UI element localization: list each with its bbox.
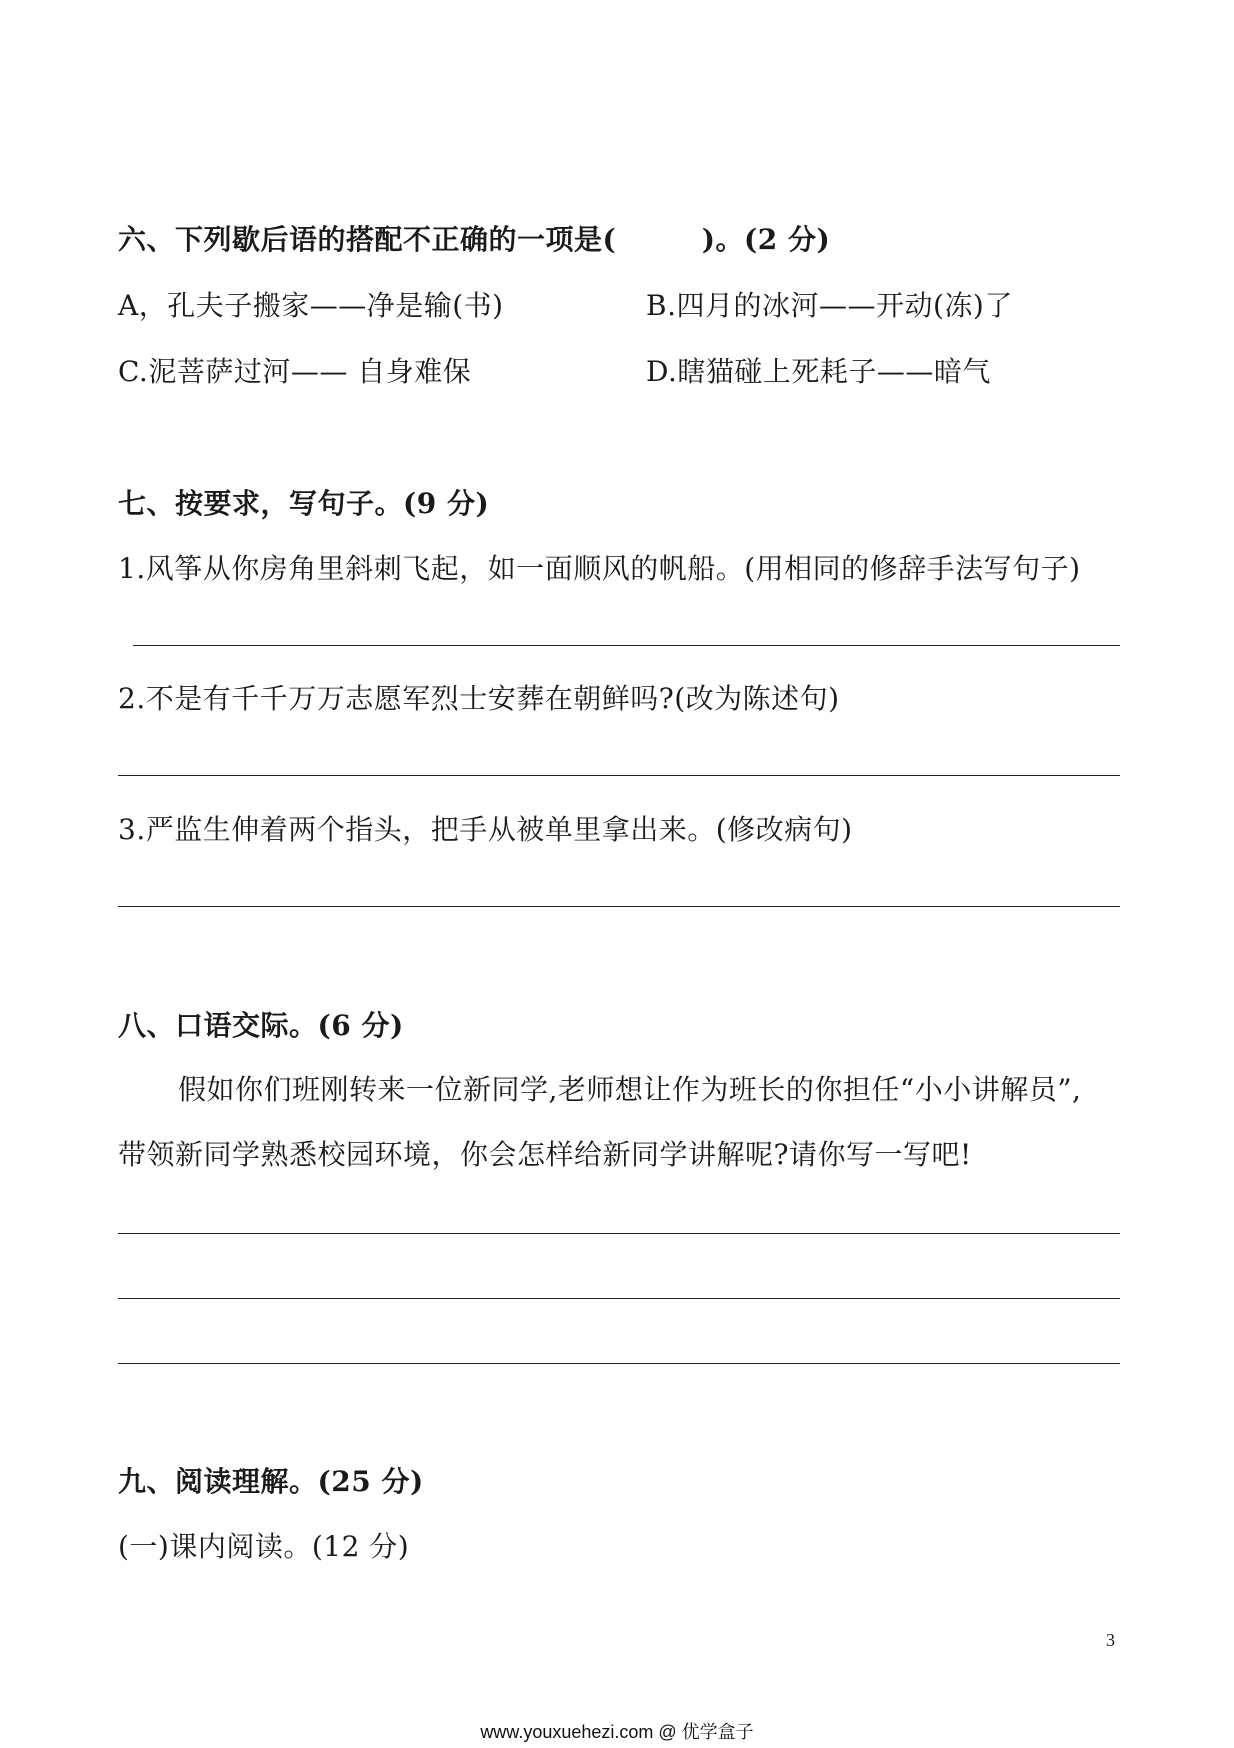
- q7-item-3: 3.严监生伸着两个指头，把手从被单里拿出来。(修改病句): [118, 813, 853, 846]
- q9-title: 九、阅读理解。(25 分): [118, 1465, 424, 1498]
- q9-sub-1: (一)课内阅读。(12 分): [118, 1530, 410, 1563]
- q6-title: 六、下列歇后语的搭配不正确的一项是( )。(2 分): [118, 223, 831, 256]
- page-number: 3: [1106, 1630, 1115, 1650]
- q7-answer-line-2: [118, 775, 1120, 776]
- q8-answer-line-2: [118, 1298, 1120, 1299]
- q6-option-b: B.四月的冰河——开动(冻)了: [646, 289, 1013, 322]
- q8-answer-line-1: [118, 1233, 1120, 1234]
- q6-option-a: A，孔夫子搬家——净是输(书): [118, 289, 504, 322]
- q8-paragraph-line-2: 带领新同学熟悉校园环境，你会怎样给新同学讲解呢?请你写一写吧!: [118, 1138, 972, 1171]
- q8-paragraph-line-1: 假如你们班刚转来一位新同学,老师想让作为班长的你担任“小小讲解员”,: [178, 1073, 1082, 1106]
- q8-title: 八、口语交际。(6 分): [118, 1009, 404, 1042]
- q7-answer-line-1: [133, 645, 1120, 646]
- q6-option-c: C.泥菩萨过河—— 自身难保: [118, 355, 472, 388]
- q7-title: 七、按要求，写句子。(9 分): [118, 487, 490, 520]
- q6-option-d: D.瞎猫碰上死耗子——暗气: [646, 355, 991, 388]
- q7-answer-line-3: [118, 906, 1120, 907]
- footer-watermark: www.youxuehezi.com @ 优学盒子: [480, 1722, 754, 1742]
- q7-item-1: 1.风筝从你房角里斜刺飞起，如一面顺风的帆船。(用相同的修辞手法写句子): [118, 552, 1081, 585]
- q7-item-2: 2.不是有千千万万志愿军烈士安葬在朝鲜吗?(改为陈述句): [118, 682, 840, 715]
- q8-answer-line-3: [118, 1363, 1120, 1364]
